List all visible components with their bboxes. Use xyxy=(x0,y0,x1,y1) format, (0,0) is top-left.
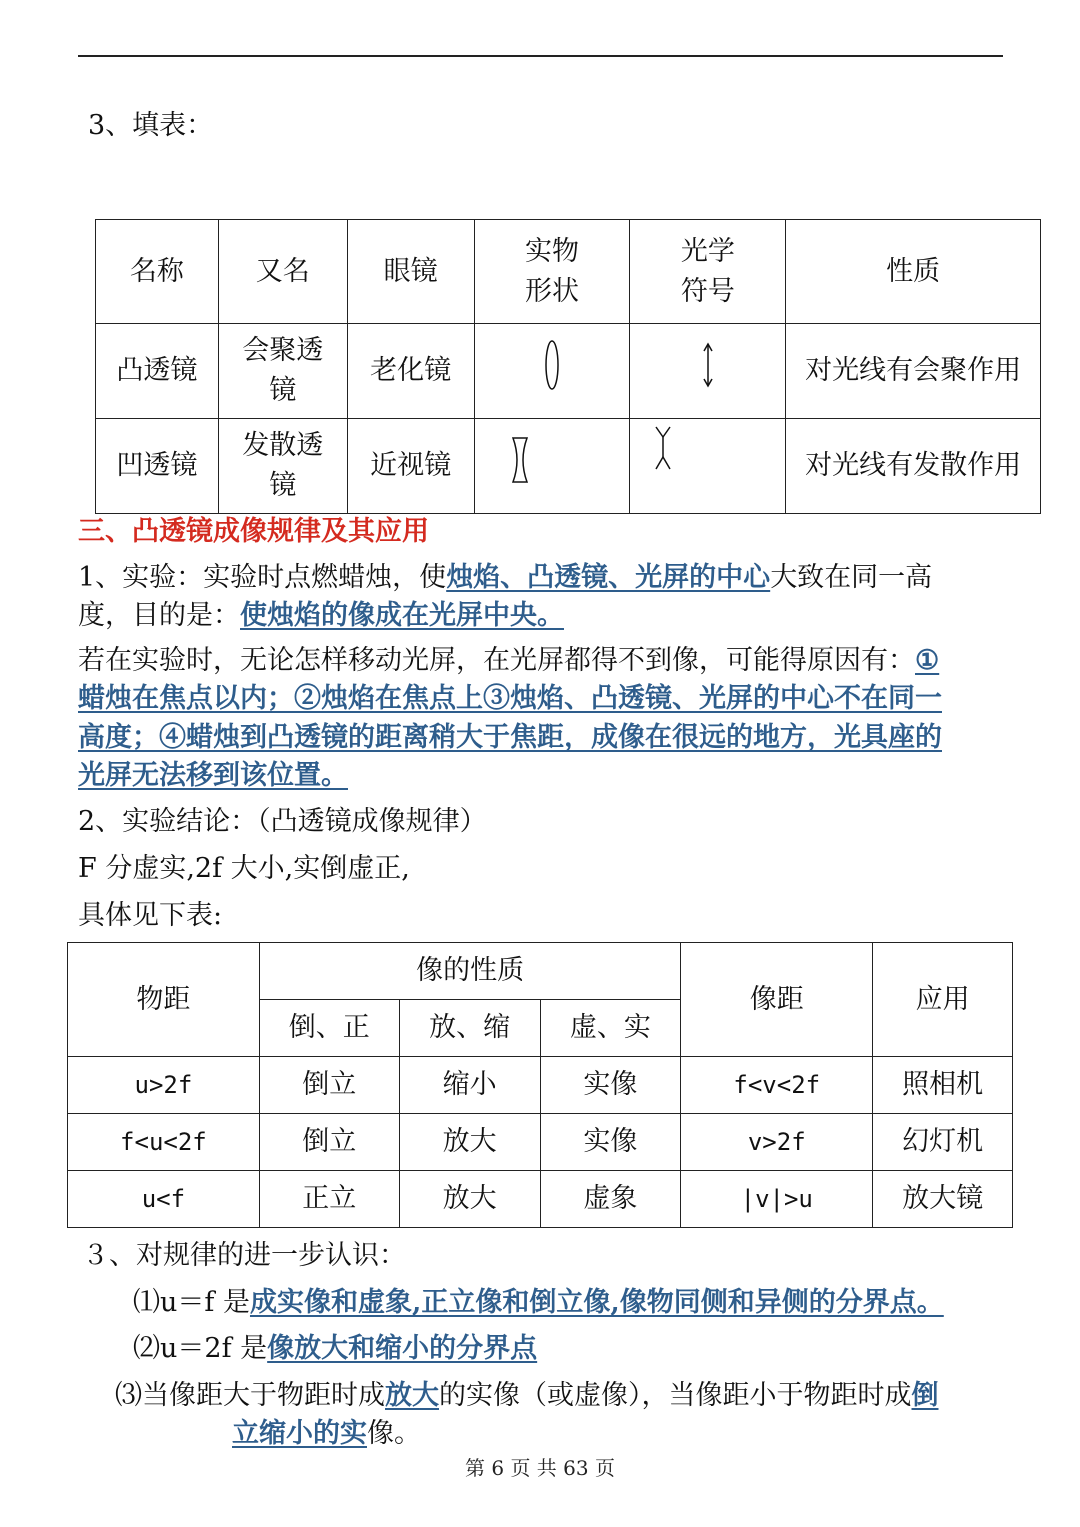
size: 放大 xyxy=(399,1114,540,1171)
conclusion-title: 2、实验结论：（凸透镜成像规律） xyxy=(78,806,487,837)
image-distance: f<v<2f xyxy=(681,1057,873,1114)
experiment-line-4: 蜡烛在焦点以内；②烛焰在焦点上③烛焰、凸透镜、光屏的中心不在同一 xyxy=(78,683,942,714)
fill-table-heading: 3、填表： xyxy=(88,110,214,141)
experiment-line-5: 高度；④蜡烛到凸透镜的距离稍大于焦距，成像在很远的地方，光具座的 xyxy=(78,722,942,753)
further-item-3 xyxy=(115,1376,939,1416)
lens-glasses: 近视镜 xyxy=(347,419,474,514)
orientation: 倒立 xyxy=(259,1057,399,1114)
answer-text: 使烛焰的像成在光屏中央。 xyxy=(240,600,564,631)
object-distance: f<u<2f xyxy=(68,1114,260,1171)
real-virtual: 实像 xyxy=(540,1114,681,1171)
lens-glasses: 老化镜 xyxy=(347,324,474,419)
concave-lens-symbol-icon xyxy=(648,419,678,479)
answer-text: 立缩小的实 xyxy=(232,1418,367,1449)
further-title: ３、对规律的进一步认识： xyxy=(82,1240,406,1271)
text: 1、实验：实验时点燃蜡烛，使 xyxy=(78,562,447,593)
experiment-line-1 xyxy=(78,558,932,598)
lens-table xyxy=(95,219,1041,514)
section3-title: 三、凸透镜成像规律及其应用 xyxy=(78,516,429,547)
concave-shape-cell xyxy=(474,419,630,514)
application: 照相机 xyxy=(873,1057,1013,1114)
experiment-line-3 xyxy=(78,641,939,681)
lens-name: 凸透镜 xyxy=(96,324,219,419)
header-cell: 名称 xyxy=(96,220,219,324)
text: 的实像（或虚像），当像距小于物距时成 xyxy=(439,1380,912,1411)
header-object-distance: 物距 xyxy=(68,943,260,1057)
table-row xyxy=(68,1057,1013,1114)
object-distance: u<f xyxy=(68,1171,260,1228)
header-image-distance: 像距 xyxy=(681,943,873,1057)
orientation: 正立 xyxy=(259,1171,399,1228)
conclusion-see-table: 具体见下表: xyxy=(78,900,223,931)
header-cell: 实物 形状 xyxy=(474,220,630,324)
real-virtual: 实像 xyxy=(540,1057,681,1114)
object-distance: u>2f xyxy=(68,1057,260,1114)
table-row xyxy=(96,324,1041,419)
size: 放大 xyxy=(399,1171,540,1228)
image-distance: v>2f xyxy=(681,1114,873,1171)
concave-symbol-cell xyxy=(630,419,786,514)
header-orientation: 倒、正 xyxy=(259,1000,399,1057)
orientation: 倒立 xyxy=(259,1114,399,1171)
answer-text: 成实像和虚象,正立像和倒立像,像物同侧和异侧的分界点。 xyxy=(249,1287,944,1318)
lens-property: 对光线有会聚作用 xyxy=(786,324,1041,419)
concave-lens-shape-icon xyxy=(505,430,535,490)
header-cell: 光学 符号 xyxy=(630,220,786,324)
further-item-2 xyxy=(133,1329,537,1369)
convex-lens-symbol-icon xyxy=(693,335,723,395)
conclusion-rule: F 分虚实,2f 大小,实倒虚正, xyxy=(78,853,410,884)
text: ⑵u＝2f 是 xyxy=(133,1333,268,1364)
application: 幻灯机 xyxy=(873,1114,1013,1171)
header-application: 应用 xyxy=(873,943,1013,1057)
header-cell: 又名 xyxy=(218,220,347,324)
text: 若在实验时，无论怎样移动光屏，在光屏都得不到像，可能得原因有： xyxy=(78,645,915,676)
page-footer: 第 6 页 共 63 页 xyxy=(465,1456,615,1480)
header-image-nature: 像的性质 xyxy=(259,943,681,1000)
experiment-line-2 xyxy=(78,596,564,636)
further-item-3-cont xyxy=(232,1414,421,1454)
table-row xyxy=(96,419,1041,514)
lens-table-header xyxy=(96,220,1041,324)
answer-text: 像放大和缩小的分界点 xyxy=(267,1333,538,1364)
imaging-table xyxy=(67,942,1013,1228)
lens-name: 凹透镜 xyxy=(96,419,219,514)
text: ⑶当像距大于物距时成 xyxy=(115,1380,385,1411)
lens-alias: 会聚透 镜 xyxy=(218,324,347,419)
answer-text: 烛焰、凸透镜、光屏的中心 xyxy=(446,562,771,593)
lens-property: 对光线有发散作用 xyxy=(786,419,1041,514)
header-rule xyxy=(78,55,1003,57)
size: 缩小 xyxy=(399,1057,540,1114)
further-item-1 xyxy=(133,1283,944,1323)
header-real-virtual: 虚、实 xyxy=(540,1000,681,1057)
text: ⑴u＝f 是 xyxy=(133,1287,250,1318)
convex-shape-cell xyxy=(474,324,630,419)
header-cell: 性质 xyxy=(786,220,1041,324)
table-row xyxy=(68,1114,1013,1171)
answer-text: ① xyxy=(915,645,940,676)
table-row xyxy=(68,1171,1013,1228)
text: 度，目的是： xyxy=(78,600,240,631)
experiment-line-6: 光屏无法移到该位置。 xyxy=(78,760,348,791)
real-virtual: 虚象 xyxy=(540,1171,681,1228)
convex-lens-shape-icon xyxy=(537,335,567,395)
answer-text: 放大 xyxy=(385,1380,439,1411)
text: 大致在同一高 xyxy=(770,562,933,593)
text: 像。 xyxy=(367,1418,421,1449)
header-size: 放、缩 xyxy=(399,1000,540,1057)
header-cell: 眼镜 xyxy=(347,220,474,324)
application: 放大镜 xyxy=(873,1171,1013,1228)
imaging-table-header xyxy=(68,943,1013,1000)
lens-alias: 发散透 镜 xyxy=(218,419,347,514)
image-distance: |v|>u xyxy=(681,1171,873,1228)
answer-text: 倒 xyxy=(911,1380,939,1411)
convex-symbol-cell xyxy=(630,324,786,419)
